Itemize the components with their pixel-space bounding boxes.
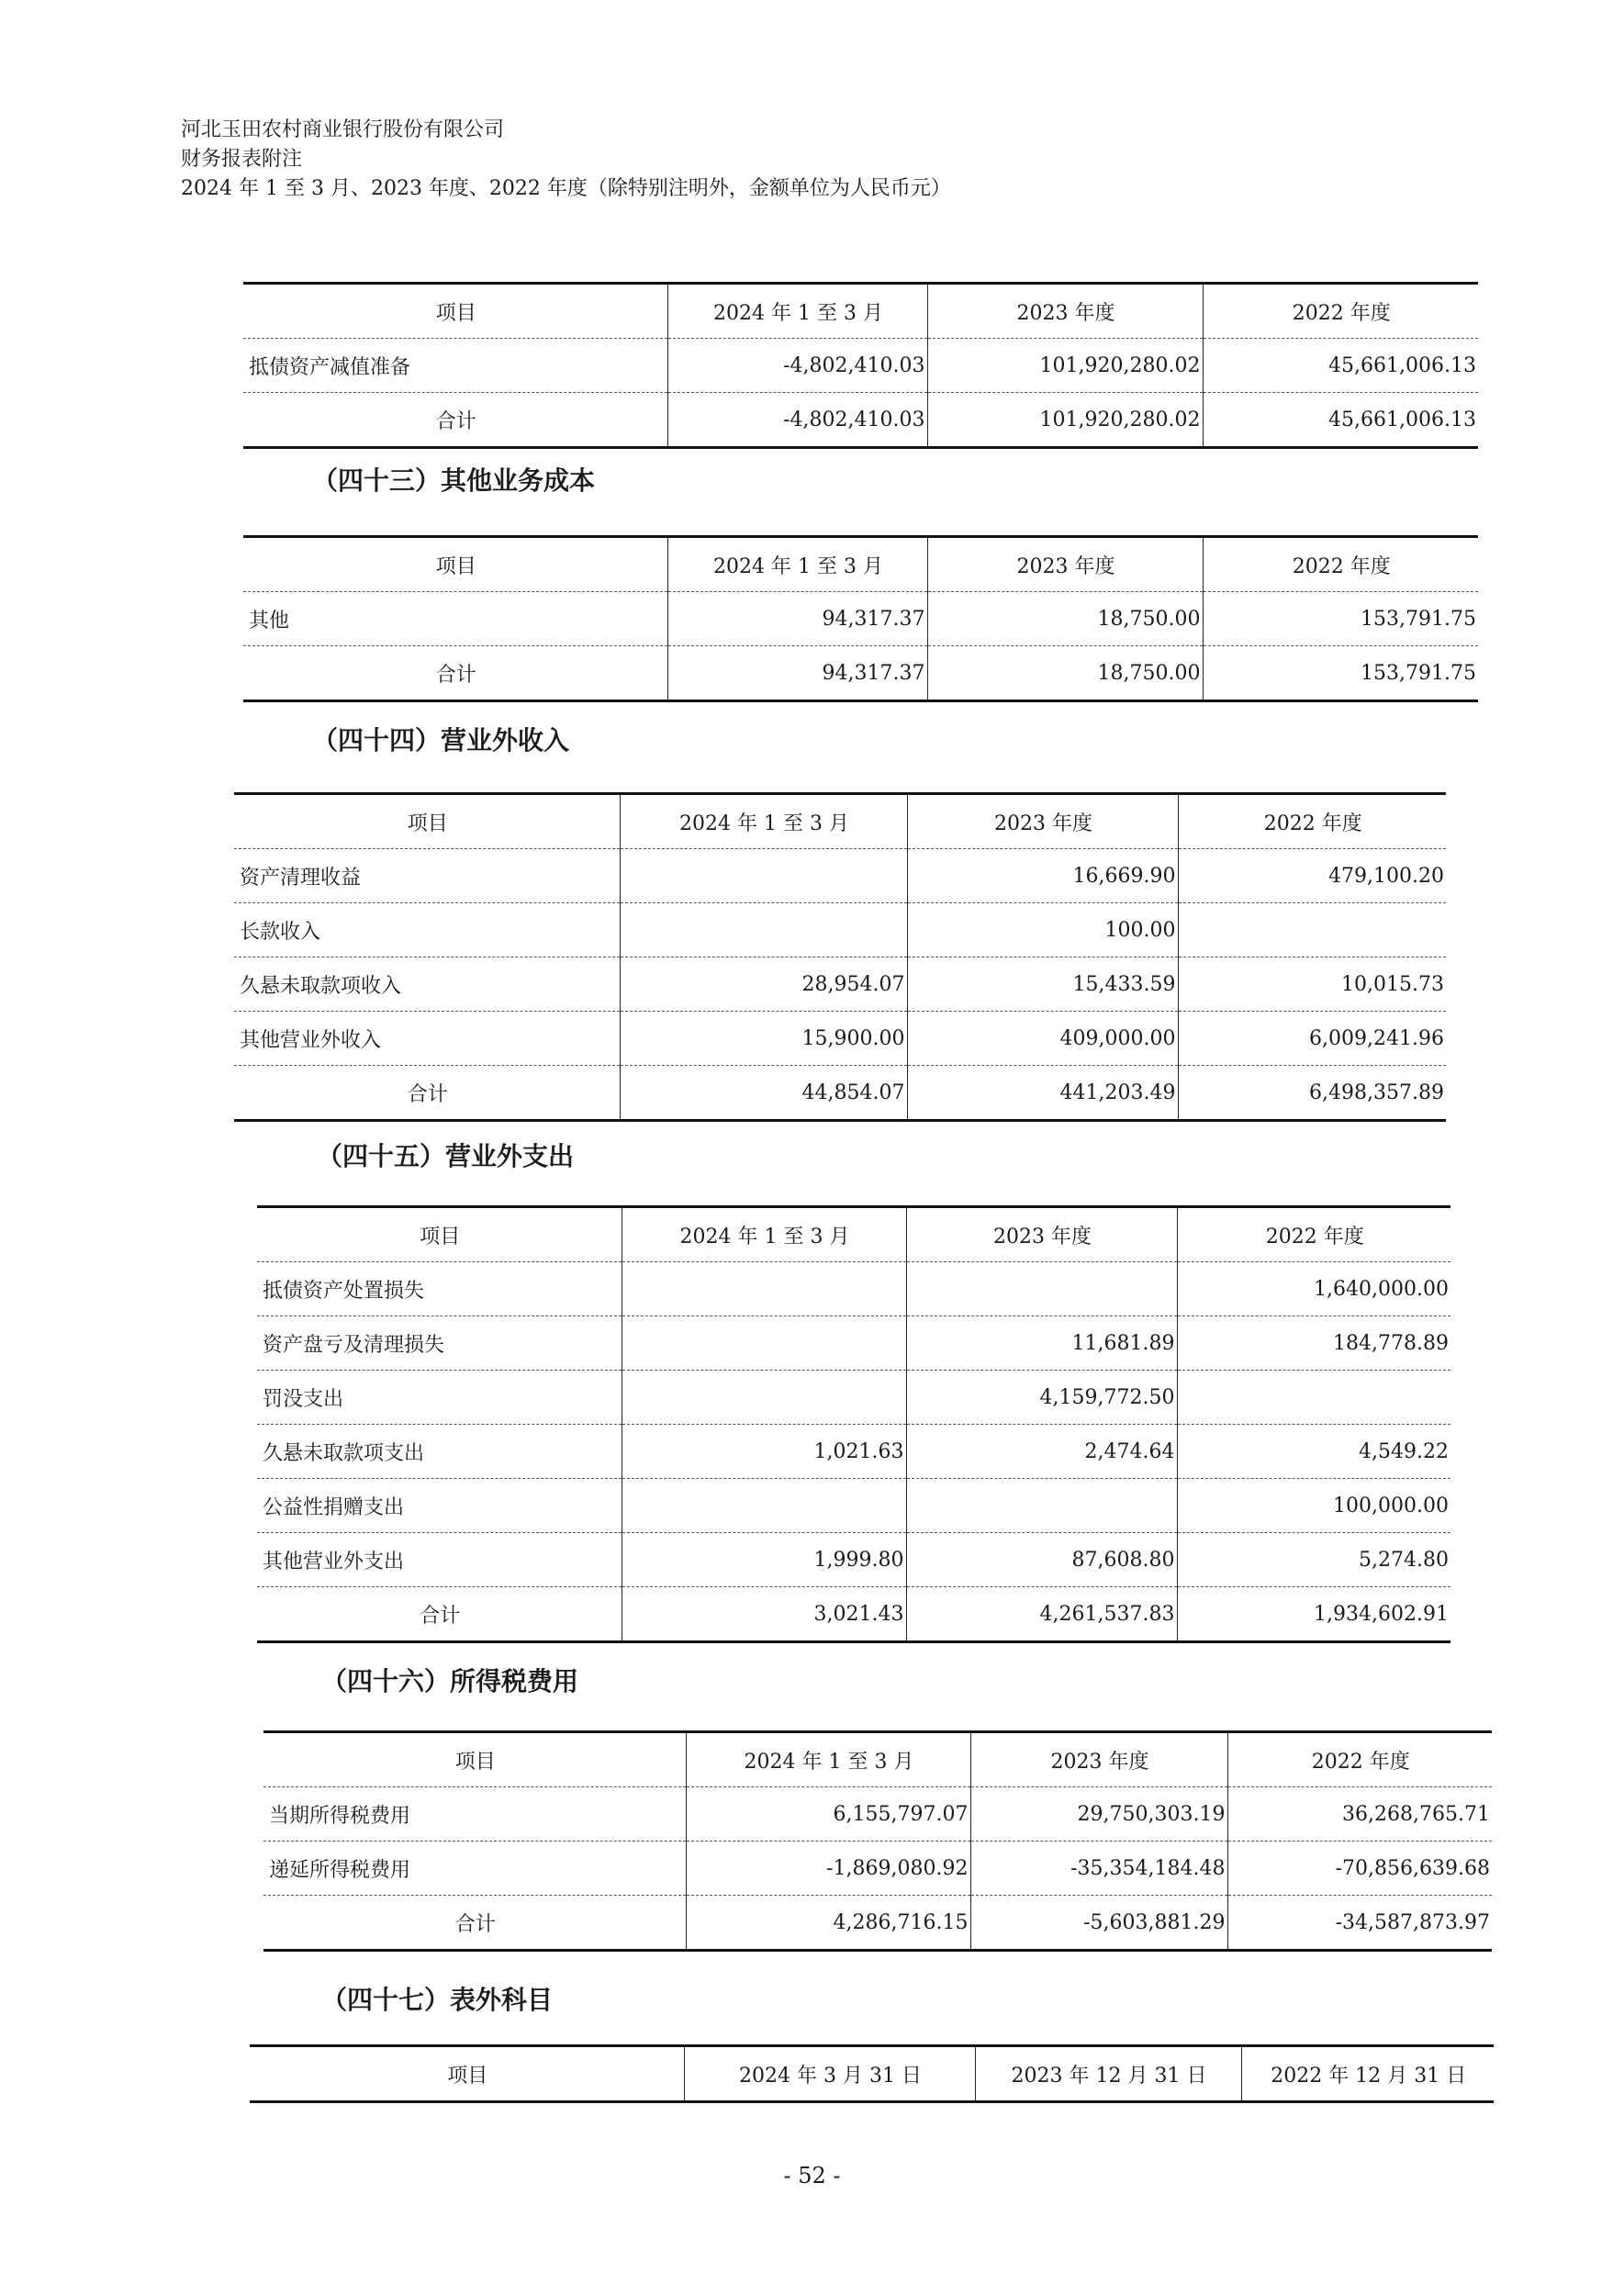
total-row [234, 1066, 1446, 1121]
table-43 [243, 535, 1478, 702]
document-title: 财务报表附注 [181, 148, 303, 171]
section-44-title: （四十四）营业外收入 [312, 725, 570, 756]
cell-value [622, 1479, 906, 1533]
cell-value: 100,000.00 [1177, 1479, 1450, 1533]
cell-value [620, 903, 907, 957]
cell-value: 87,608.80 [906, 1533, 1177, 1587]
period-note: 2024 年 1 至 3 月、2023 年度、2022 年度（除特别注明外，金额单位为人民币元） [181, 177, 951, 200]
header-item: 项目 [250, 2046, 684, 2102]
cell-value [1177, 1371, 1450, 1425]
header-q1-2024: 2024 年 1 至 3 月 [620, 794, 907, 849]
header-2022: 2022 年度 [1177, 1207, 1450, 1262]
cell-value [622, 1371, 906, 1425]
row-label: 久悬未取款项收入 [234, 957, 620, 1012]
table-row [263, 1842, 1492, 1896]
table-row [243, 339, 1478, 393]
row-label: 久悬未取款项支出 [257, 1425, 622, 1479]
table-row [257, 1316, 1450, 1371]
cell-value: 11,681.89 [906, 1316, 1177, 1371]
header-q1-2024: 2024 年 1 至 3 月 [667, 537, 927, 592]
cell-value: 2,474.64 [906, 1425, 1177, 1479]
section-43-title: （四十三）其他业务成本 [312, 465, 596, 496]
table-header-row [257, 1207, 1450, 1262]
cell-value: 1,021.63 [622, 1425, 906, 1479]
cell-value: 409,000.00 [907, 1012, 1178, 1066]
cell-value [906, 1479, 1177, 1533]
cell-value: 45,661,006.13 [1203, 393, 1478, 448]
cell-value: -1,869,080.92 [686, 1842, 970, 1896]
table-header-row [263, 1732, 1492, 1787]
cell-value: 153,791.75 [1203, 646, 1478, 701]
row-label: 其他 [243, 592, 667, 646]
table-row [257, 1479, 1450, 1533]
cell-value: -35,354,184.48 [970, 1842, 1227, 1896]
cell-value: 44,854.07 [620, 1066, 907, 1121]
table-header-row [243, 537, 1478, 592]
header-2022: 2022 年度 [1203, 537, 1478, 592]
table-47 [250, 2044, 1494, 2103]
cell-value [1178, 903, 1446, 957]
cell-value: 184,778.89 [1177, 1316, 1450, 1371]
table-row [234, 849, 1446, 903]
header-q1-2024: 2024 年 1 至 3 月 [667, 284, 927, 339]
cell-value: 101,920,280.02 [927, 339, 1203, 393]
total-label: 合计 [263, 1896, 686, 1951]
cell-value: 4,261,537.83 [906, 1587, 1177, 1642]
table-row [257, 1262, 1450, 1316]
total-label: 合计 [234, 1066, 620, 1121]
header-2023: 2023 年度 [927, 284, 1203, 339]
cell-value: 4,159,772.50 [906, 1371, 1177, 1425]
header-item: 项目 [263, 1732, 686, 1787]
cell-value [622, 1262, 906, 1316]
total-row [243, 393, 1478, 448]
header-2023: 2023 年度 [970, 1732, 1227, 1787]
row-label: 其他营业外收入 [234, 1012, 620, 1066]
cell-value: 6,498,357.89 [1178, 1066, 1446, 1121]
company-name: 河北玉田农村商业银行股份有限公司 [181, 118, 505, 141]
cell-value: 45,661,006.13 [1203, 339, 1478, 393]
section-47-title: （四十七）表外科目 [321, 1985, 554, 2015]
row-label: 资产盘亏及清理损失 [257, 1316, 622, 1371]
table-45 [257, 1205, 1450, 1643]
cell-value: 15,433.59 [907, 957, 1178, 1012]
total-label: 合计 [243, 646, 667, 701]
cell-value: 6,009,241.96 [1178, 1012, 1446, 1066]
table-row [257, 1371, 1450, 1425]
table-header-row [250, 2046, 1494, 2102]
cell-value: 94,317.37 [667, 592, 927, 646]
cell-value: 441,203.49 [907, 1066, 1178, 1121]
total-row [263, 1896, 1492, 1951]
header-2022-12-31: 2022 年 12 月 31 日 [1241, 2046, 1494, 2102]
table-42-continued [243, 282, 1478, 449]
cell-value: 15,900.00 [620, 1012, 907, 1066]
row-label: 递延所得税费用 [263, 1842, 686, 1896]
page-number: - 52 - [783, 2163, 841, 2189]
header-item: 项目 [234, 794, 620, 849]
cell-value: 28,954.07 [620, 957, 907, 1012]
section-45-title: （四十五）营业外支出 [317, 1141, 575, 1171]
cell-value: 16,669.90 [907, 849, 1178, 903]
cell-value [622, 1316, 906, 1371]
cell-value: 4,286,716.15 [686, 1896, 970, 1951]
cell-value: 153,791.75 [1203, 592, 1478, 646]
cell-value [906, 1262, 1177, 1316]
header-2022: 2022 年度 [1178, 794, 1446, 849]
cell-value: 3,021.43 [622, 1587, 906, 1642]
header-item: 项目 [243, 284, 667, 339]
header-item: 项目 [257, 1207, 622, 1262]
table-header-row [243, 284, 1478, 339]
total-label: 合计 [257, 1587, 622, 1642]
cell-value: 1,999.80 [622, 1533, 906, 1587]
cell-value: 29,750,303.19 [970, 1787, 1227, 1842]
table-row [263, 1787, 1492, 1842]
cell-value: 18,750.00 [927, 592, 1203, 646]
cell-value: -4,802,410.03 [667, 339, 927, 393]
cell-value: -4,802,410.03 [667, 393, 927, 448]
row-label: 资产清理收益 [234, 849, 620, 903]
row-label: 罚没支出 [257, 1371, 622, 1425]
header-2023: 2023 年度 [906, 1207, 1177, 1262]
cell-value: 5,274.80 [1177, 1533, 1450, 1587]
row-label: 长款收入 [234, 903, 620, 957]
table-44 [234, 792, 1446, 1122]
header-2022: 2022 年度 [1227, 1732, 1492, 1787]
cell-value: 1,640,000.00 [1177, 1262, 1450, 1316]
table-header-row [234, 794, 1446, 849]
row-label: 其他营业外支出 [257, 1533, 622, 1587]
row-label: 抵债资产减值准备 [243, 339, 667, 393]
header-item: 项目 [243, 537, 667, 592]
section-46-title: （四十六）所得税费用 [321, 1666, 579, 1696]
table-46 [263, 1730, 1492, 1952]
table-row [234, 1012, 1446, 1066]
header-2023: 2023 年度 [907, 794, 1178, 849]
cell-value: 10,015.73 [1178, 957, 1446, 1012]
cell-value: 4,549.22 [1177, 1425, 1450, 1479]
header-2024-03-31: 2024 年 3 月 31 日 [684, 2046, 975, 2102]
cell-value: -34,587,873.97 [1227, 1896, 1492, 1951]
cell-value: 36,268,765.71 [1227, 1787, 1492, 1842]
total-label: 合计 [243, 393, 667, 448]
table-row [257, 1533, 1450, 1587]
header-2023: 2023 年度 [927, 537, 1203, 592]
cell-value: 479,100.20 [1178, 849, 1446, 903]
total-row [257, 1587, 1450, 1642]
page-header [181, 116, 951, 204]
header-q1-2024: 2024 年 1 至 3 月 [622, 1207, 906, 1262]
cell-value: 6,155,797.07 [686, 1787, 970, 1842]
table-row [257, 1425, 1450, 1479]
cell-value [620, 849, 907, 903]
header-2022: 2022 年度 [1203, 284, 1478, 339]
header-q1-2024: 2024 年 1 至 3 月 [686, 1732, 970, 1787]
cell-value: 100.00 [907, 903, 1178, 957]
table-row [243, 592, 1478, 646]
cell-value: 101,920,280.02 [927, 393, 1203, 448]
cell-value: 1,934,602.91 [1177, 1587, 1450, 1642]
table-row [234, 903, 1446, 957]
cell-value: 18,750.00 [927, 646, 1203, 701]
row-label: 抵债资产处置损失 [257, 1262, 622, 1316]
cell-value: -70,856,639.68 [1227, 1842, 1492, 1896]
cell-value: -5,603,881.29 [970, 1896, 1227, 1951]
table-row [234, 957, 1446, 1012]
total-row [243, 646, 1478, 701]
cell-value: 94,317.37 [667, 646, 927, 701]
header-2023-12-31: 2023 年 12 月 31 日 [975, 2046, 1241, 2102]
row-label: 公益性捐赠支出 [257, 1479, 622, 1533]
row-label: 当期所得税费用 [263, 1787, 686, 1842]
